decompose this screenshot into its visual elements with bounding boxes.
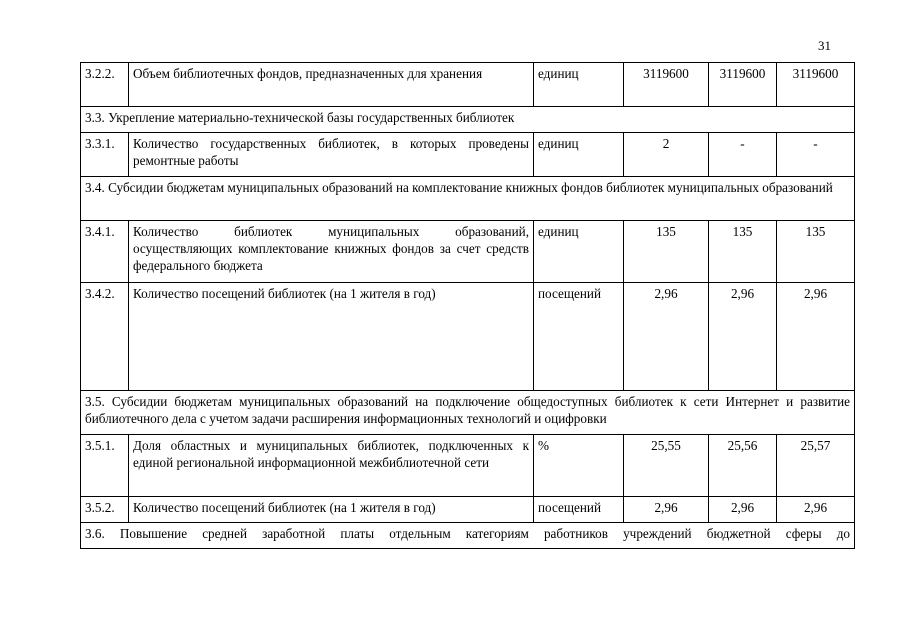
unit: посещений (534, 497, 624, 523)
indicator-name: Количество посещений библиотек (на 1 жителя в год) (129, 497, 534, 523)
row-number: 3.5.1. (81, 435, 129, 497)
row-number: 3.4.1. (81, 221, 129, 283)
indicator-name: Доля областных и муниципальных библиотек, подключенных к единой региональной информационной межбиблиотечной сети (129, 435, 534, 497)
section-heading: 3.3. Укрепление материально-технической базы государственных библиотек (81, 107, 855, 133)
value-year-1: 2 (624, 133, 709, 177)
row-number: 3.5.2. (81, 497, 129, 523)
value-year-3: 25,57 (777, 435, 855, 497)
value-year-1: 2,96 (624, 497, 709, 523)
value-year-3: 2,96 (777, 497, 855, 523)
value-year-2: 2,96 (709, 497, 777, 523)
value-year-2: 2,96 (709, 283, 777, 391)
indicator-name: Количество библиотек муниципальных образований, осуществляющих комплектование книжных фондов за счет средств федерального бюджета (129, 221, 534, 283)
table-row (81, 63, 855, 107)
value-year-3: 2,96 (777, 283, 855, 391)
section-row (81, 523, 855, 549)
page-number: 31 (818, 38, 831, 53)
value-year-2: 135 (709, 221, 777, 283)
unit: посещений (534, 283, 624, 391)
row-number: 3.4.2. (81, 283, 129, 391)
value-year-3: 3119600 (777, 63, 855, 107)
table-row (81, 435, 855, 497)
section-row (81, 107, 855, 133)
value-year-2: 25,56 (709, 435, 777, 497)
table-row (81, 497, 855, 523)
section-row (81, 177, 855, 221)
value-year-1: 3119600 (624, 63, 709, 107)
value-year-2: 3119600 (709, 63, 777, 107)
unit: единиц (534, 133, 624, 177)
section-heading: 3.5. Субсидии бюджетам муниципальных образований на подключение общедоступных библиотек к сети Интернет и развитие библиотечного дела с учетом задачи расширения информационных технологий и оцифровки (81, 391, 855, 435)
unit: % (534, 435, 624, 497)
value-year-1: 135 (624, 221, 709, 283)
value-year-1: 2,96 (624, 283, 709, 391)
row-number: 3.3.1. (81, 133, 129, 177)
section-row (81, 391, 855, 435)
value-year-3: 135 (777, 221, 855, 283)
table-row (81, 133, 855, 177)
indicator-name: Объем библиотечных фондов, предназначенных для хранения (129, 63, 534, 107)
unit: единиц (534, 221, 624, 283)
row-number: 3.2.2. (81, 63, 129, 107)
value-year-3: - (777, 133, 855, 177)
table-row (81, 283, 855, 391)
section-heading: 3.6. Повышение средней заработной платы отдельным категориям работников учреждений бюджетной сферы до (81, 523, 855, 549)
unit: единиц (534, 63, 624, 107)
value-year-1: 25,55 (624, 435, 709, 497)
indicator-name: Количество посещений библиотек (на 1 жителя в год) (129, 283, 534, 391)
table-row (81, 221, 855, 283)
indicator-name: Количество государственных библиотек, в которых проведены ремонтные работы (129, 133, 534, 177)
section-heading: 3.4. Субсидии бюджетам муниципальных образований на комплектование книжных фондов библиотек муниципальных образований (81, 177, 855, 221)
value-year-2: - (709, 133, 777, 177)
indicators-table (80, 62, 855, 549)
